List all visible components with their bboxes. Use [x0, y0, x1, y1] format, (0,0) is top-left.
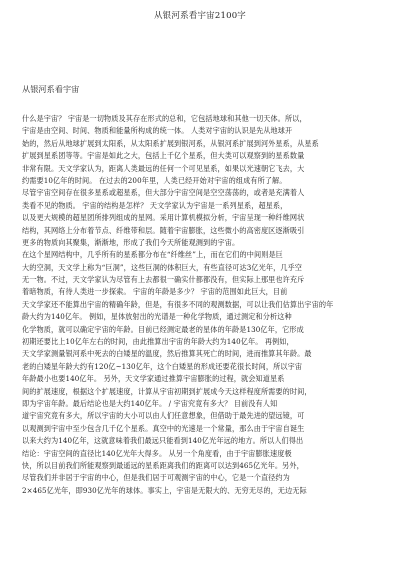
body-line: 什么是宇宙？ 宇宙是一切物质及其存在形式的总和，它包括地球和其他一切天体。所以，	[22, 114, 307, 123]
body-line: 即为宇宙年龄。最后结论也是大约140亿年。 / 宇宙究竟有多大？ 目前没有人知	[22, 398, 278, 408]
body-line: 2×465亿光年，即930亿光年的球体。事实上，宇宙是无限大的、无穷无尽的，无边无际	[22, 485, 307, 495]
body-line: 龄大约为140亿年。 例如，星体放射出的光谱是一种化学物质，通过测定和分析这种	[22, 312, 292, 322]
body-line: 以观测到宇宙中至少包含几千亿个星系。真空中的光速是一个常量，那么由于宇宙自诞生	[22, 423, 305, 433]
section-heading: 从银河系看宇宙	[22, 84, 80, 94]
body-line: 无一物。不过，天文学家认为尽管有上去都很一确实什都都没有，但实际上那里也许充斥	[22, 275, 305, 285]
body-line: 在这个星网结构中，几乎所有的星系都分布在“纤维丝”上，而在它们的中间则是巨	[22, 250, 283, 260]
body-line: 约需要10亿年的时间。 在过去的200年里，人类已经开始对宇宙的组成有所了解。	[22, 175, 287, 185]
body-line: 道宇宙究竟有多大，所以宇宙的大小可以由人们任意想象，但借助于最先进的望远镜，可	[22, 411, 305, 421]
body-line: 结论：宇宙空间的直径比140亿光年大得多。 从另一个角度看，由于宇宙膨胀速度极	[22, 448, 292, 458]
body-line: 类看不见的物质。 宇宙的结构是怎样？ 天文学家认为宇宙是一系列星系，超星系，	[22, 200, 288, 210]
body-text	[22, 113, 380, 575]
body-line: 间的扩展速度，根据这个扩展速度，计算从宇宙初期到扩展成今天这样程度所需要的时间，	[22, 386, 312, 396]
body-line: 着暗物质，有待人类进一步探索。 宇宙的年龄是多少？ 宇宙的范围如此巨大，目前	[22, 287, 288, 297]
body-line: 更多的物质向其聚集，渐渐地，形成了我们今天所能观测到的宇宙。	[22, 237, 240, 247]
body-line: 扩展到星系团等等。宇宙是如此之大，包括上千亿个星系，但大类可以观察到的星系数量	[22, 151, 305, 161]
body-line: 结构，其网络上分布着节点、纤维带和层。随着宇宙膨胀，这些微小的高密度区逐渐吸引	[22, 225, 305, 235]
body-line: 大的空洞，天文学上称为“巨洞”，这些巨洞的体积巨大，有些直径可达3亿光年，几乎空	[22, 262, 303, 272]
body-line: 以及更大规模的超星团所排列组成的星网。采用计算机模拟分析，宇宙呈现一种纤维网状	[22, 213, 305, 223]
body-line: 化学物质，就可以确定宇宙的年龄。目前已经测定最老的星体的年龄是130亿年，它形成	[22, 324, 304, 334]
body-line: 宇宙是由空间、时间、物质和能量所构成的统一体。 人类对宇宙的认识是先从地球开	[22, 126, 293, 136]
body-line: 始的，然后从地球扩展到太阳系，从太阳系扩展到银河系，从银河系扩展到河外星系，从星系	[22, 138, 319, 148]
body-line: 老的白矮星年龄大约有120亿~130亿年，这个白矮星的形成还要花很长时间，所以宇宙	[22, 361, 303, 371]
body-line: 天文学家测量银河系中死去的白矮星的温度，然后推算其死亡的时间，进而推算其年龄。最	[22, 349, 312, 359]
body-line: 以来大约为140亿年，这就意味着我们最远只能看到140亿光年远的地方。所以人们得出	[22, 436, 304, 446]
body-line: 尽管我们并非居于宇宙的中心，但是我们居于可观测宇宙的中心，它是一个直径约为	[22, 473, 290, 483]
document-title: 从银河系看宇宙2100字	[153, 11, 247, 21]
body-line: 天文学家还不能算出宇宙的精确年龄，但是，有很多不同的观测数据，可以让我们估算出宇宙的年	[22, 299, 334, 309]
body-line: 年龄最小也要140亿年。 另外，天文学家通过推算宇宙膨胀的过程，就会知道星系	[22, 374, 285, 384]
body-line: 快，所以目前我们所能观察到最遥远的星系距离我们的距离可以达到465亿光年。另外，	[22, 460, 304, 470]
body-line: 初期还要比上10亿年左右的时间，由此推算出宇宙的年龄大约为140亿年。 再例如，	[22, 337, 294, 347]
body-line: 非常有限。天文学家认为，距离人类最远的任何一个可见星系，如果以光速朝它飞去，大	[22, 163, 305, 173]
body-line: 尽管宇宙空间存在很多星系或超星系，但大部分宇宙空间是空空荡荡的，或者是充满着人	[22, 188, 305, 198]
